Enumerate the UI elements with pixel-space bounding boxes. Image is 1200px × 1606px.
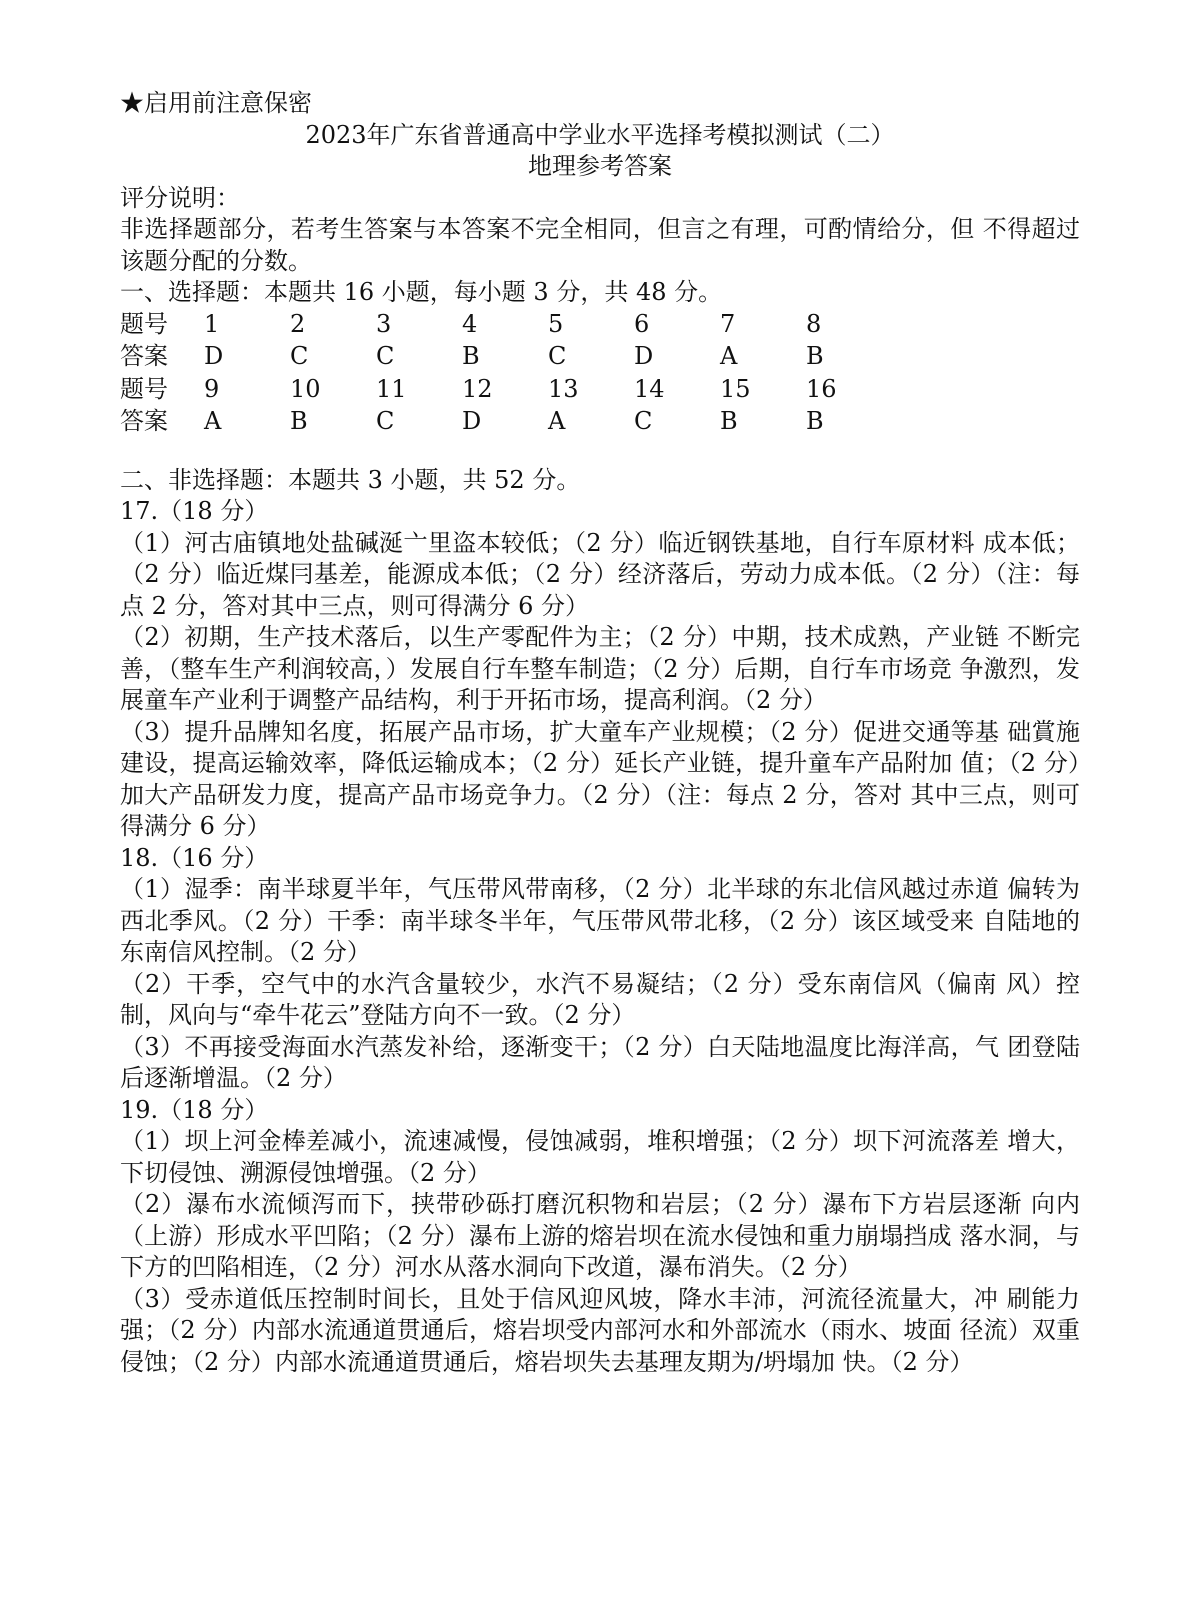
question-title: 18.（16 分） bbox=[120, 843, 269, 872]
document-subtitle: 地理参考答案 bbox=[528, 152, 672, 180]
question-title: 17.（18 分） bbox=[120, 497, 269, 525]
answer-part: （3）提升品牌知名度，拓展产品市场，扩大童车产业规模；（2 分）促进交通等基 础賞施建设，提高运输效率，降低运输成本；（2 分）延长产业链，提升童车产品附加 值；（2 分）加大产品研发力度，提高产品市场竞争力。（2 分）（注：每点 2 分，答对 其中三点，则可得满分 6 分） bbox=[120, 717, 1080, 840]
answer-cell: B bbox=[720, 407, 738, 435]
answer-label: 答案 bbox=[120, 407, 168, 435]
answer-row bbox=[120, 341, 892, 374]
section1-heading: 一、选择题：本题共 16 小题，每小题 3 分，共 48 分。 bbox=[120, 278, 723, 306]
question-number: 5 bbox=[548, 309, 564, 338]
answer-label: 答案 bbox=[120, 342, 168, 370]
answer-row bbox=[120, 406, 892, 439]
question-number-label: 题号 bbox=[120, 374, 168, 403]
answer-cell: D bbox=[204, 342, 224, 370]
question-number: 3 bbox=[376, 309, 392, 338]
answer-part: （2）瀑布水流倾泻而下，挟带砂砾打磨沉积物和岩层；（2 分）瀑布下方岩层逐渐 向内（上游）形成水平凹陷；（2 分）瀑布上游的熔岩坝在流水侵蚀和重力崩塌挡成 落水洞，与下方的凹陷相连，（2 分）河水从落水洞向下改道，瀑布消失。（2 分） bbox=[120, 1190, 1080, 1281]
answer-part: （2）干季，空气中的水汽含量较少，水汽不易凝结；（2 分）受东南信风（偏南 风）控制，风向与“牵牛花云”登陆方向不一致。（2 分） bbox=[120, 969, 1080, 1029]
question-number: 4 bbox=[462, 309, 478, 338]
document-title: 2023年广东省普通高中学业水平选择考模拟测试（二） bbox=[305, 120, 895, 149]
question-number: 1 bbox=[204, 309, 220, 338]
answer-cell: C bbox=[634, 407, 653, 435]
question-number: 9 bbox=[204, 374, 220, 403]
question-number: 2 bbox=[290, 309, 306, 338]
question-number: 15 bbox=[720, 374, 751, 403]
answer-cell: D bbox=[462, 407, 482, 435]
answer-part: （1）河古庙镇地处盐碱涎亠里盗本较低；（2 分）临近钢铁基地，自行车原材料 成本低；（2 分）临近煤冃基差，能源成本低；（2 分）经济落后，劳动力成本低。（2 分）（注：每点 2 分，答对其中三点，则可得满分 6 分） bbox=[120, 528, 1080, 620]
question-number: 14 bbox=[634, 374, 665, 403]
question-number: 6 bbox=[634, 309, 650, 338]
question-18 bbox=[120, 843, 1080, 1095]
question-number-label: 题号 bbox=[120, 309, 168, 338]
answer-cell: C bbox=[376, 407, 395, 435]
question-number: 7 bbox=[720, 309, 736, 338]
answer-cell: B bbox=[462, 342, 480, 370]
answer-part: （1）坝上河金棒差减小，流速减慢，侵蚀减弱，堆积增强；（2 分）坝下河流落差 增大，下切侵蚀、溯源侵蚀增强。（2 分） bbox=[120, 1127, 1080, 1187]
answer-cell: C bbox=[290, 342, 309, 370]
answer-key-table bbox=[120, 309, 892, 439]
question-19 bbox=[120, 1095, 1080, 1379]
scoring-heading: 评分说明： bbox=[120, 183, 240, 212]
question-number: 8 bbox=[806, 309, 822, 338]
answer-cell: A bbox=[720, 342, 738, 370]
answer-cell: C bbox=[548, 342, 567, 370]
answer-cell: D bbox=[634, 342, 654, 370]
answer-cell: A bbox=[204, 407, 222, 435]
question-number-row bbox=[120, 374, 892, 407]
answer-cell: A bbox=[548, 407, 566, 435]
answer-cell: B bbox=[806, 342, 824, 370]
answer-part: （1）湿季：南半球夏半年，气压带风带南移，（2 分）北半球的东北信风越过赤道 偏转为西北季风。（2 分）干季：南半球冬半年，气压带风带北移，（2 分）该区域受来 自陆地的东南信风控制。（2 分） bbox=[120, 875, 1080, 966]
answer-part: （3）不再接受海面水汽蒸发补给，逐渐变干；（2 分）白天陆地温度比海洋高，气 团登陆后逐渐增温。（2 分） bbox=[120, 1032, 1080, 1092]
scoring-note: 非选择题部分，若考生答案与本答案不完全相同，但言之有理，可酌情给分，但 不得超过该题分配的分数。 bbox=[120, 215, 1080, 275]
question-17 bbox=[120, 496, 1080, 843]
question-number: 12 bbox=[462, 374, 493, 403]
question-number: 13 bbox=[548, 374, 579, 403]
answer-cell: B bbox=[290, 407, 308, 435]
section2-heading: 二、非选择题：本题共 3 小题，共 52 分。 bbox=[120, 465, 581, 494]
confidential-notice: ★启用前注意保密 bbox=[120, 89, 312, 117]
question-number: 16 bbox=[806, 374, 837, 403]
question-number: 11 bbox=[376, 374, 407, 403]
question-number: 10 bbox=[290, 374, 321, 403]
answer-document bbox=[120, 88, 1080, 1378]
question-number-row bbox=[120, 309, 892, 342]
answer-cell: C bbox=[376, 342, 395, 370]
answer-part: （3）受赤道低压控制时间长，且处于信风迎风坡，降水丰沛，河流径流量大，冲 刷能力强；（2 分）内部水流通道贯通后，熔岩坝受内部河水和外部流水（雨水、坡面 径流）双重侵蚀；（2 分）内部水流通道贯通后，熔岩坝失去基理友期为/坍塌加 快。（2 分） bbox=[120, 1284, 1080, 1376]
answer-cell: B bbox=[806, 407, 824, 435]
question-title: 19.（18 分） bbox=[120, 1095, 269, 1124]
answer-part: （2）初期，生产技术落后，以生产零配件为主；（2 分）中期，技术成熟，产业链 不断完善，（整车生产利润较高，）发展自行车整车制造；（2 分）后期，自行车市场竞 争激烈，发展童车产业利于调整产品结构，利于开拓市场，提高利润。（2 分） bbox=[120, 623, 1080, 714]
